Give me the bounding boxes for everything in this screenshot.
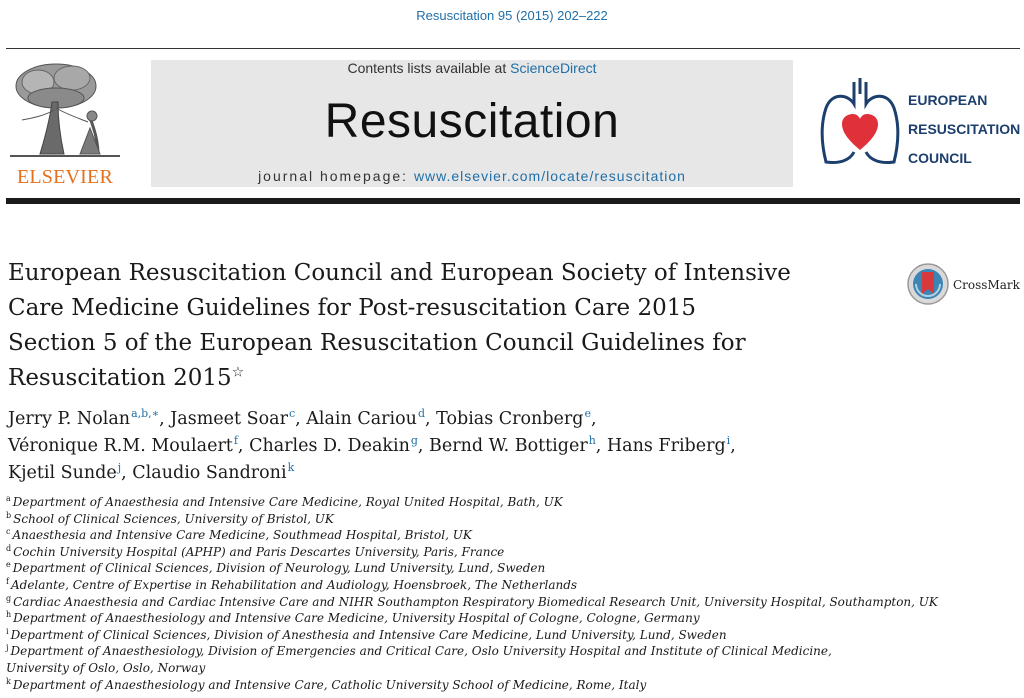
affiliation-text: Cardiac Anaesthesia and Cardiac Intensive Care and NIHR Southampton Respiratory Biomedical Research Unit, University Hospital, Southampton, UK [13, 594, 938, 609]
author-name: Bernd W. Bottiger [429, 436, 588, 456]
affiliation-item [6, 594, 1006, 611]
author-name: Claudio Sandroni [132, 463, 287, 483]
author-line-3 [8, 460, 1008, 487]
author-affiliation-link[interactable]: k [287, 461, 295, 475]
author-separator: , [295, 409, 307, 429]
affiliation-text: Department of Anaesthesiology and Intensive Care Medicine, University Hospital of Cologne, Cologne, Germany [13, 611, 700, 626]
affiliation-mark: k [6, 676, 11, 686]
author-separator: , [730, 436, 736, 456]
author-affiliation-link[interactable]: j [117, 461, 122, 475]
elsevier-tree-icon [6, 58, 124, 168]
homepage-line [151, 168, 793, 184]
affiliation-list [6, 494, 1006, 693]
affiliation-text: Adelante, Centre of Expertise in Rehabilitation and Audiology, Hoensbroek, The Netherlands [10, 577, 578, 592]
crossmark-label: CrossMark [953, 278, 1020, 292]
elsevier-logo[interactable] [6, 58, 124, 190]
crossmark-badge[interactable] [906, 262, 1024, 308]
affiliation-text: Department of Anaesthesiology, Division of Emergencies and Critical Care, Oslo University Hospital and Institute of Clinical Medicine, University of Oslo, Oslo, Norway [6, 644, 832, 675]
affiliation-mark: e [6, 560, 11, 570]
affiliation-item [6, 643, 876, 676]
homepage-prefix: journal homepage: [258, 168, 409, 184]
erc-line-3: COUNCIL [908, 150, 972, 166]
journal-masthead [151, 60, 793, 187]
lungs-heart-icon [818, 74, 902, 174]
author-affiliation-link[interactable]: a,b,∗ [131, 407, 160, 421]
affiliation-text: Anaesthesia and Intensive Care Medicine, Southmead Hospital, Bristol, UK [12, 528, 472, 543]
author-separator: , [595, 436, 607, 456]
affiliation-item [6, 527, 1006, 544]
erc-line-1: EUROPEAN [908, 92, 988, 108]
author-list [8, 406, 1008, 487]
affiliation-item [6, 511, 1006, 528]
title-line-4 [8, 361, 868, 396]
header-rule-top [6, 48, 1020, 49]
affiliation-mark: b [6, 510, 12, 520]
author-name: Kjetil Sunde [8, 463, 117, 483]
title-line-1: European Resuscitation Council and European Society of Intensive [8, 260, 791, 286]
affiliation-mark: d [6, 543, 12, 553]
affiliation-item [6, 577, 1006, 594]
affiliation-text: Department of Clinical Sciences, Division of Neurology, Lund University, Lund, Sweden [12, 561, 546, 576]
title-line-4-text: Resuscitation 2015 [8, 365, 232, 391]
contents-prefix: Contents lists available at [347, 60, 507, 76]
affiliation-item [6, 494, 1006, 511]
header-rule-bottom [6, 198, 1020, 204]
title-line-2: Care Medicine Guidelines for Post-resuscitation Care 2015 [8, 295, 696, 321]
affiliation-item [6, 627, 1006, 644]
journal-citation[interactable]: Resuscitation 95 (2015) 202–222 [416, 8, 608, 23]
affiliation-mark: g [6, 593, 12, 603]
author-name: Jerry P. Nolan [8, 409, 131, 429]
journal-title: Resuscitation [324, 95, 620, 148]
author-separator: , [417, 436, 430, 456]
affiliation-mark: i [6, 626, 9, 636]
author-line-1 [8, 406, 1008, 433]
author-affiliation-link[interactable]: e [584, 407, 591, 421]
affiliation-item [6, 544, 1006, 561]
affiliation-text: School of Clinical Sciences, University of Bristol, UK [13, 511, 334, 526]
affiliation-item [6, 560, 1006, 577]
author-affiliation-link[interactable]: d [417, 407, 425, 421]
affiliation-item [6, 677, 1006, 694]
author-separator: , [237, 436, 250, 456]
author-separator: , [425, 409, 437, 429]
crossmark-icon [906, 262, 950, 306]
author-line-2 [8, 433, 1008, 460]
author-name: Véronique R.M. Moulaert [8, 436, 233, 456]
title-line-3: Section 5 of the European Resuscitation Council Guidelines for [8, 330, 746, 356]
elsevier-wordmark: ELSEVIER [16, 166, 114, 188]
affiliation-mark: a [6, 494, 11, 503]
affiliation-mark: f [6, 576, 9, 586]
title-footnote-star[interactable]: ☆ [231, 364, 245, 381]
author-separator: , [590, 409, 597, 429]
affiliation-text: Cochin University Hospital (APHP) and Paris Descartes University, Paris, France [13, 544, 505, 559]
author-affiliation-link[interactable]: c [288, 407, 296, 421]
erc-line-2: RESUSCITATION [908, 121, 1021, 137]
affiliation-text: Department of Anaesthesia and Intensive Care Medicine, Royal United Hospital, Bath, UK [12, 495, 563, 509]
author-affiliation-link[interactable]: f [233, 434, 238, 448]
author-affiliation-link[interactable]: h [588, 434, 596, 448]
author-name: Hans Friberg [606, 436, 726, 456]
author-separator: , [121, 463, 133, 483]
author-name: Charles D. Deakin [249, 436, 410, 456]
author-name: Tobias Cronberg [436, 409, 584, 429]
article-title [8, 256, 868, 396]
affiliation-item [6, 610, 1006, 627]
author-affiliation-link[interactable]: g [410, 434, 418, 448]
affiliation-mark: j [6, 643, 9, 653]
author-name: Alain Cariou [306, 409, 417, 429]
erc-logo[interactable] [818, 74, 1024, 174]
sciencedirect-link[interactable]: ScienceDirect [510, 60, 597, 76]
erc-wordmark [908, 86, 1020, 173]
author-affiliation-link[interactable]: i [726, 434, 731, 448]
homepage-link[interactable]: www.elsevier.com/locate/resuscitation [413, 168, 686, 184]
affiliation-mark: c [6, 527, 11, 537]
affiliation-text: Department of Clinical Sciences, Division of Anesthesia and Intensive Care Medicine, Lund University, Lund, Sweden [10, 627, 727, 642]
contents-line [151, 60, 793, 76]
affiliation-text: Department of Anaesthesiology and Intensive Care, Catholic University School of Medicine, Rome, Italy [12, 677, 647, 692]
author-name: Jasmeet Soar [170, 409, 288, 429]
author-separator: , [159, 409, 171, 429]
affiliation-mark: h [6, 610, 12, 620]
